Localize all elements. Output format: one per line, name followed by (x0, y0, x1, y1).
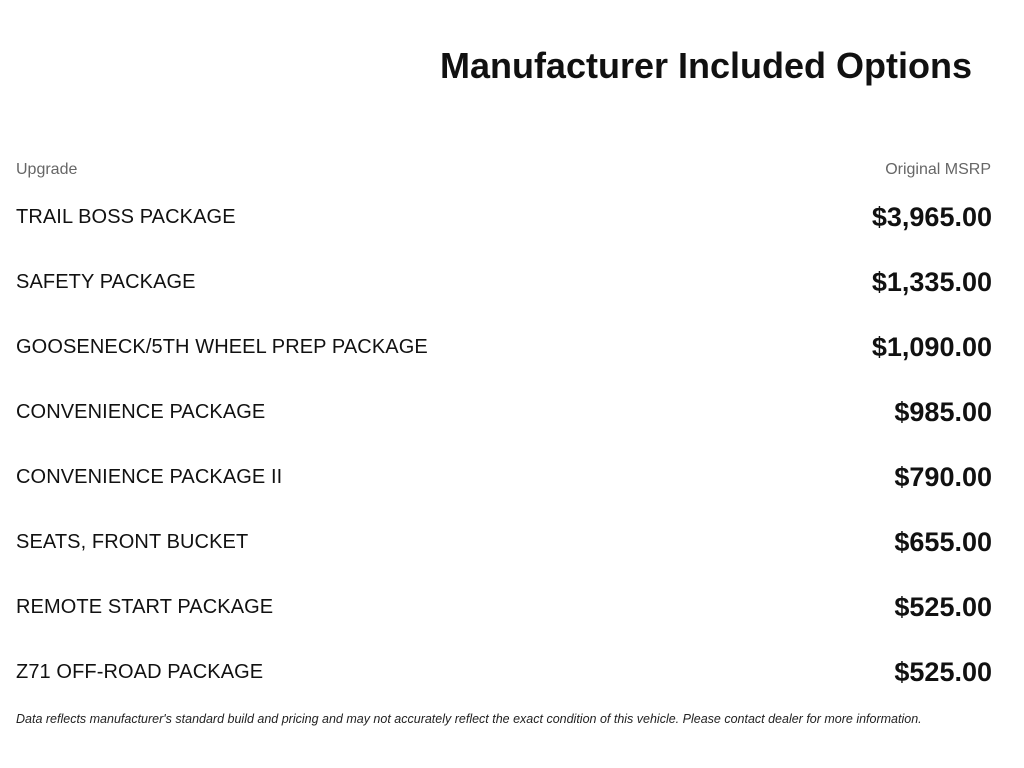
upgrade-column-header: Upgrade (16, 161, 78, 178)
options-table-header (16, 160, 991, 180)
page-title: Manufacturer Included Options (439, 45, 972, 86)
table-row (16, 445, 992, 510)
option-name: GOOSENECK/5TH WHEEL PREP PACKAGE (16, 336, 428, 358)
table-row (16, 315, 992, 380)
table-row (16, 380, 992, 445)
msrp-column-header: Original MSRP (885, 161, 991, 178)
table-row (16, 575, 992, 640)
option-name: SAFETY PACKAGE (16, 271, 196, 293)
option-name: CONVENIENCE PACKAGE II (16, 466, 283, 488)
option-name: SEATS, FRONT BUCKET (16, 531, 249, 553)
option-name: CONVENIENCE PACKAGE (16, 401, 266, 423)
option-name: TRAIL BOSS PACKAGE (16, 206, 236, 228)
option-price: $525.00 (894, 592, 992, 622)
disclaimer-text: Data reflects manufacturer's standard build and pricing and may not accurately reflect the exact condition of this vehicle. Please contact dealer for more information. (16, 712, 922, 726)
option-price: $985.00 (894, 397, 992, 427)
option-name: Z71 OFF-ROAD PACKAGE (16, 661, 264, 683)
table-row (16, 640, 992, 705)
option-price: $790.00 (894, 462, 992, 492)
option-price: $655.00 (894, 527, 992, 557)
option-price: $1,090.00 (871, 332, 992, 362)
option-price: $525.00 (894, 657, 992, 687)
option-name: REMOTE START PACKAGE (16, 596, 274, 618)
table-row (16, 250, 992, 315)
option-price: $1,335.00 (871, 267, 992, 297)
table-row (16, 185, 992, 250)
options-list (16, 185, 992, 705)
option-price: $3,965.00 (871, 202, 992, 232)
table-row (16, 510, 992, 575)
